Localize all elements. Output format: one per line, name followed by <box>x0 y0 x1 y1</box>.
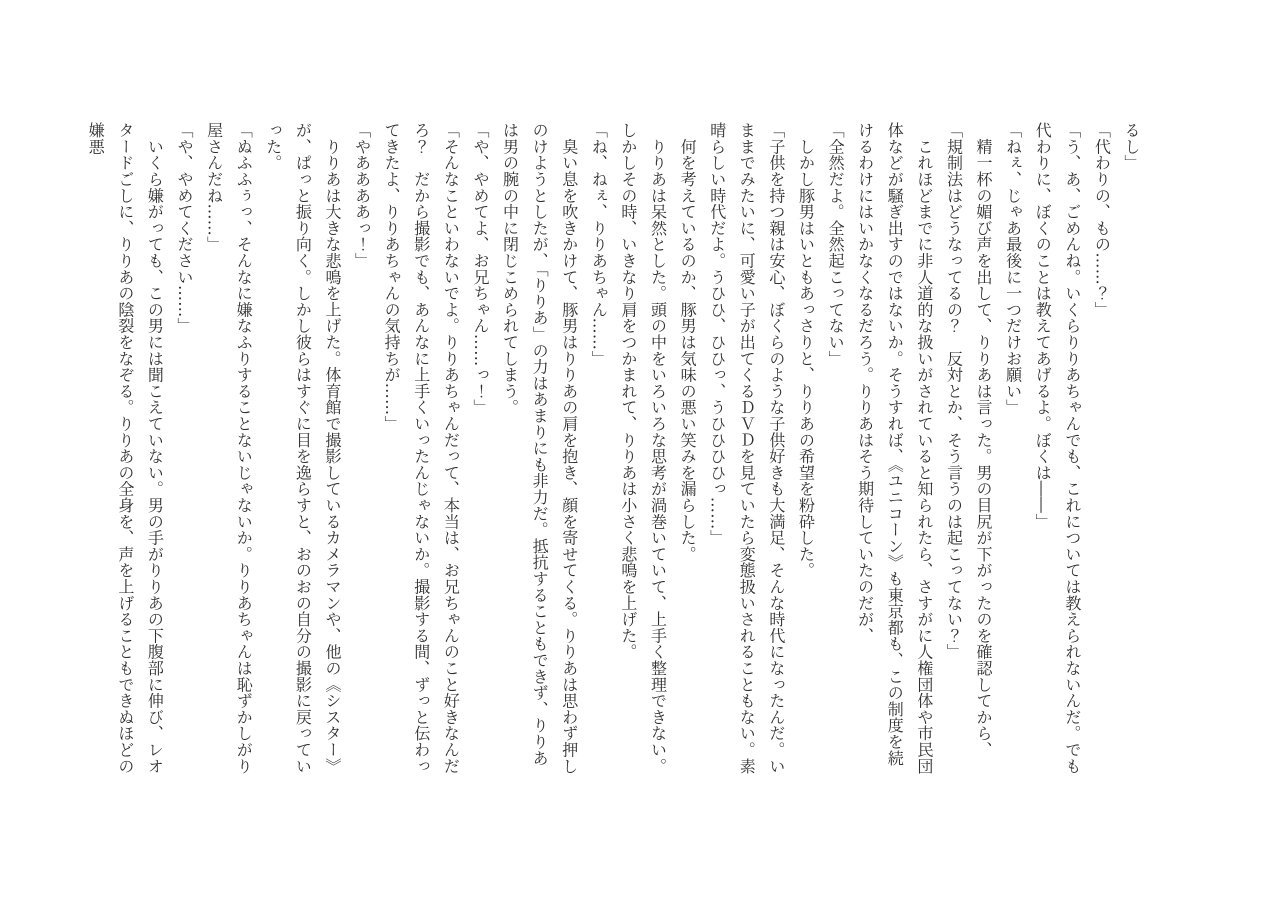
paragraph: 「や、やめてよ、お兄ちゃん……っ！」 <box>470 122 490 416</box>
paragraph: 「ぬふふぅっ、そんなに嫌なふりすることないじゃないか。りりあちゃんは恥ずかしがり屋さんだね……」 <box>204 122 254 774</box>
paragraph: りりあは大きな悲鳴を上げた。体育館で撮影しているカメラマンや、他の《シスター》が、ぱっと振り向く。しかし彼らはすぐに目を逸らすと、おのおの自分の撮影に戻っていった。 <box>263 122 342 774</box>
paragraph: 「規制法はどうなってるの？ 反対とか、そう言うのは起こってない？」 <box>944 122 964 660</box>
paragraph: しかし豚男はいともあっさりと、りりあの希望を粉砕した。 <box>796 122 816 579</box>
paragraph: いくら嫌がっても、この男には聞こえていない。男の手がりりあの下腹部に伸び、レオタードごしに、りりあの陰裂をなぞる。りりあの全身を、声を上げることもできぬほどの嫌悪 <box>86 122 165 774</box>
paragraph: 「ねぇ、じゃあ最後に一つだけお願い」 <box>1003 122 1023 416</box>
novel-text-block <box>81 122 1146 780</box>
paragraph: これほどまでに非人道的な扱いがされていると知られたら、さすがに人権団体や市民団体などが騒ぎ出すのではないか。そうすれば、《ユニコーン》も東京都も、この制度を続けるわけにはいかなくなるだろう。りりあはそう期待していたのだが、 <box>855 122 934 774</box>
paragraph: 「全然だよ。全然起こってない」 <box>826 122 846 367</box>
paragraph: 「代わりの、もの……？」 <box>1092 122 1112 318</box>
paragraph: 何を考えているのか、豚男は気味の悪い笑みを漏らした。 <box>678 122 698 563</box>
paragraph: 臭い息を吹きかけて、豚男はりりあの肩を抱き、顔を寄せてくる。りりあは思わず押しのけようとしたが、「りりあ」の力はあまりにも非力だ。抵抗することもできず、りりあは男の腕の中に閉じこめられてしまう。 <box>500 122 579 774</box>
paragraph: 「やああああっ！」 <box>352 122 372 269</box>
paragraph: るし」 <box>1122 122 1141 171</box>
paragraph: りりあは呆然とした。頭の中をいろいろな思考が渦巻いていて、上手く整理できない。しかしその時、いきなり肩をつかまれて、りりあは小さく悲鳴を上げた。 <box>618 122 668 774</box>
paragraph: 「う、あ、ごめんね。いくらりりあちゃんでも、これについては教えられないんだ。でも代わりに、ぼくのことは教えてあげるよ。ぼくは――」 <box>1033 122 1082 774</box>
paragraph: 「や、やめてください……」 <box>175 122 194 334</box>
paragraph: 「子供を持つ親は安心、ぼくらのような子供好きも大満足、そんな時代になったんだ。いままでみたいに、可愛い子が出てくるＤＶＤを見ていたら変態扱いされることもない。素晴らしい時代だよ。うひひ、ひひっ、うひひひひっ……」 <box>707 122 786 774</box>
paragraph: 「ね、ねぇ、りりあちゃん……」 <box>589 122 609 367</box>
paragraph: 精一杯の媚び声を出して、りりあは言った。男の目尻が下がったのを確認してから、 <box>974 122 994 758</box>
paragraph: 「そんなこといわないでよ。りりあちゃんだって、本当は、お兄ちゃんのこと好きなんだろ？ だから撮影でも、あんなに上手くいったんじゃないか。撮影する間、ずっと伝わってきたよ、りりあちゃんの気持ちが……」 <box>382 122 461 774</box>
